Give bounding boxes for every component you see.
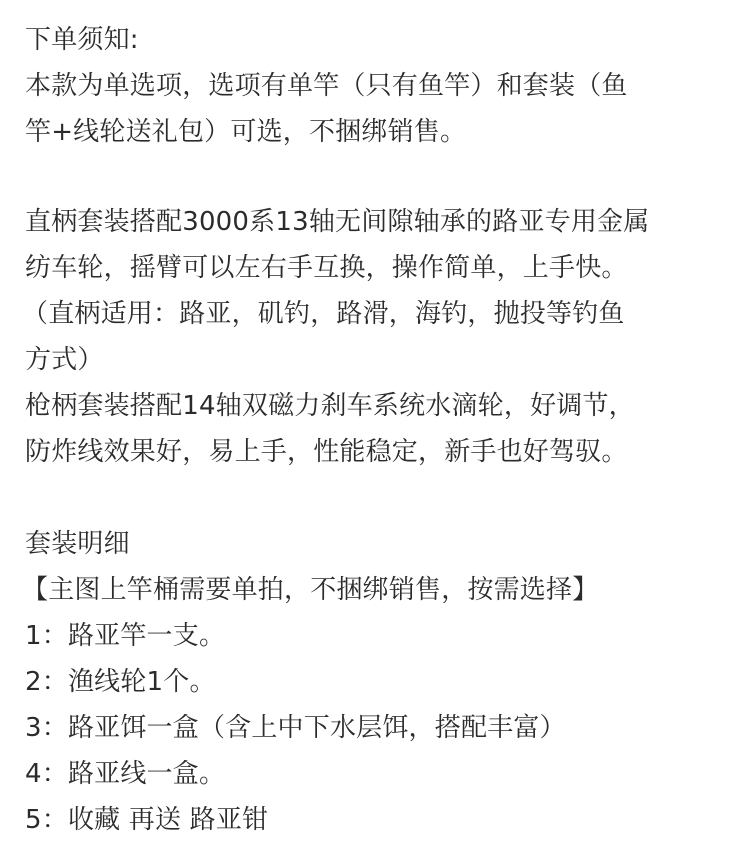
notice-title: 下单须知: <box>25 25 139 55</box>
description-line-6: 防炸线效果好，易上手，性能稳定，新手也好驾驭。 <box>25 437 628 467</box>
package-item-5: 5：收藏 再送 路亚钳 <box>25 805 269 835</box>
description-line-2: 纺车轮，摇臂可以左右手互换，操作简单，上手快。 <box>25 253 628 283</box>
package-item-3: 3：路亚饵一盒（含上中下水层饵，搭配丰富） <box>25 713 566 743</box>
package-title: 套装明细 <box>25 529 130 559</box>
notice-line-2: 竿+线轮送礼包）可选，不捆绑销售。 <box>25 117 467 147</box>
package-item-1: 1：路亚竿一支。 <box>25 621 226 651</box>
description-line-3: （直柄适用：路亚，矶钓，路滑，海钓，抛投等钓鱼 <box>22 299 625 329</box>
description-line-5: 枪柄套装搭配14轴双磁力刹车系统水滴轮，好调节， <box>25 391 635 421</box>
package-item-2: 2：渔线轮1个。 <box>25 667 216 697</box>
description-line-4: 方式） <box>25 345 104 375</box>
description-line-1: 直柄套装搭配3000系13轴无间隙轴承的路亚专用金属 <box>25 207 650 237</box>
notice-line-1: 本款为单选项，选项有单竿（只有鱼竿）和套装（鱼 <box>25 71 628 101</box>
package-item-4: 4：路亚线一盒。 <box>25 759 226 789</box>
package-note: 【主图上竿桶需要单拍，不捆绑销售，按需选择】 <box>22 575 599 605</box>
